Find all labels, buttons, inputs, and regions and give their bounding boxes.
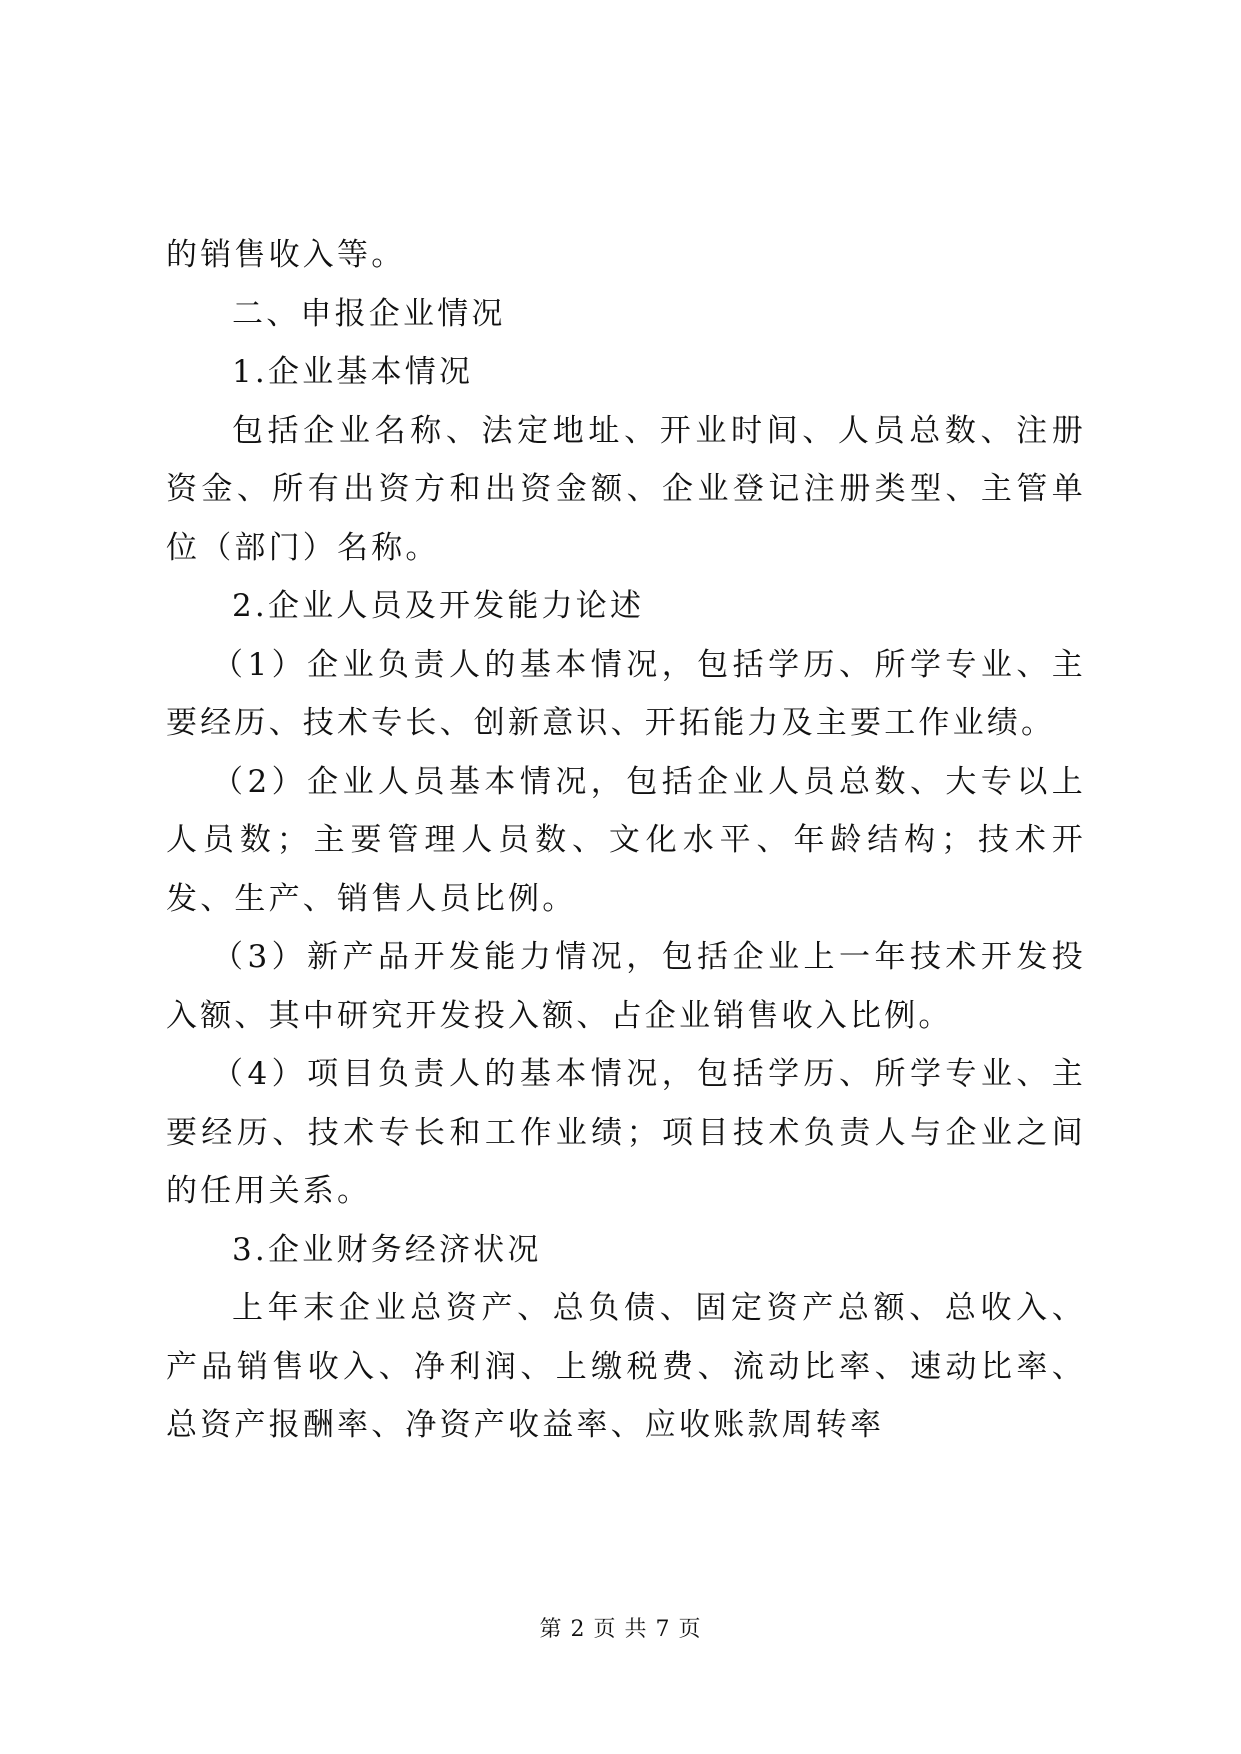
document-body bbox=[166, 226, 1086, 1455]
subheading-personnel: 2.企业人员及开发能力论述 bbox=[232, 588, 645, 624]
paragraph-item-4: （4）项目负责人的基本情况，包括学历、所学专业、主要经历、技术专长和工作业绩；项目技术负责人与企业之间的任用关系。 bbox=[166, 1056, 1086, 1209]
page-number-footer: 第 2 页 共 7 页 bbox=[539, 1617, 702, 1642]
paragraph-continuation: 的销售收入等。 bbox=[166, 237, 406, 273]
paragraph-item-3: （3）新产品开发能力情况，包括企业上一年技术开发投入额、其中研究开发投入额、占企业销售收入比例。 bbox=[166, 939, 1086, 1034]
subheading-basic-info: 1.企业基本情况 bbox=[232, 354, 474, 390]
subheading-finance: 3.企业财务经济状况 bbox=[232, 1231, 542, 1268]
paragraph-item-2: （2）企业人员基本情况，包括企业人员总数、大专以上人员数；主要管理人员数、文化水平、年龄结构；技术开发、生产、销售人员比例。 bbox=[166, 763, 1086, 917]
section-heading-2: 二、申报企业情况 bbox=[232, 295, 506, 332]
paragraph-basic-info: 包括企业名称、法定地址、开业时间、人员总数、注册资金、所有出资方和出资金额、企业登记注册类型、主管单位（部门）名称。 bbox=[166, 412, 1086, 566]
paragraph-item-1: （1）企业负责人的基本情况，包括学历、所学专业、主要经历、技术专长、创新意识、开拓能力及主要工作业绩。 bbox=[166, 646, 1086, 741]
paragraph-finance: 上年末企业总资产、总负债、固定资产总额、总收入、产品销售收入、净利润、上缴税费、流动比率、速动比率、总资产报酬率、净资产收益率、应收账款周转率 bbox=[166, 1290, 1086, 1443]
